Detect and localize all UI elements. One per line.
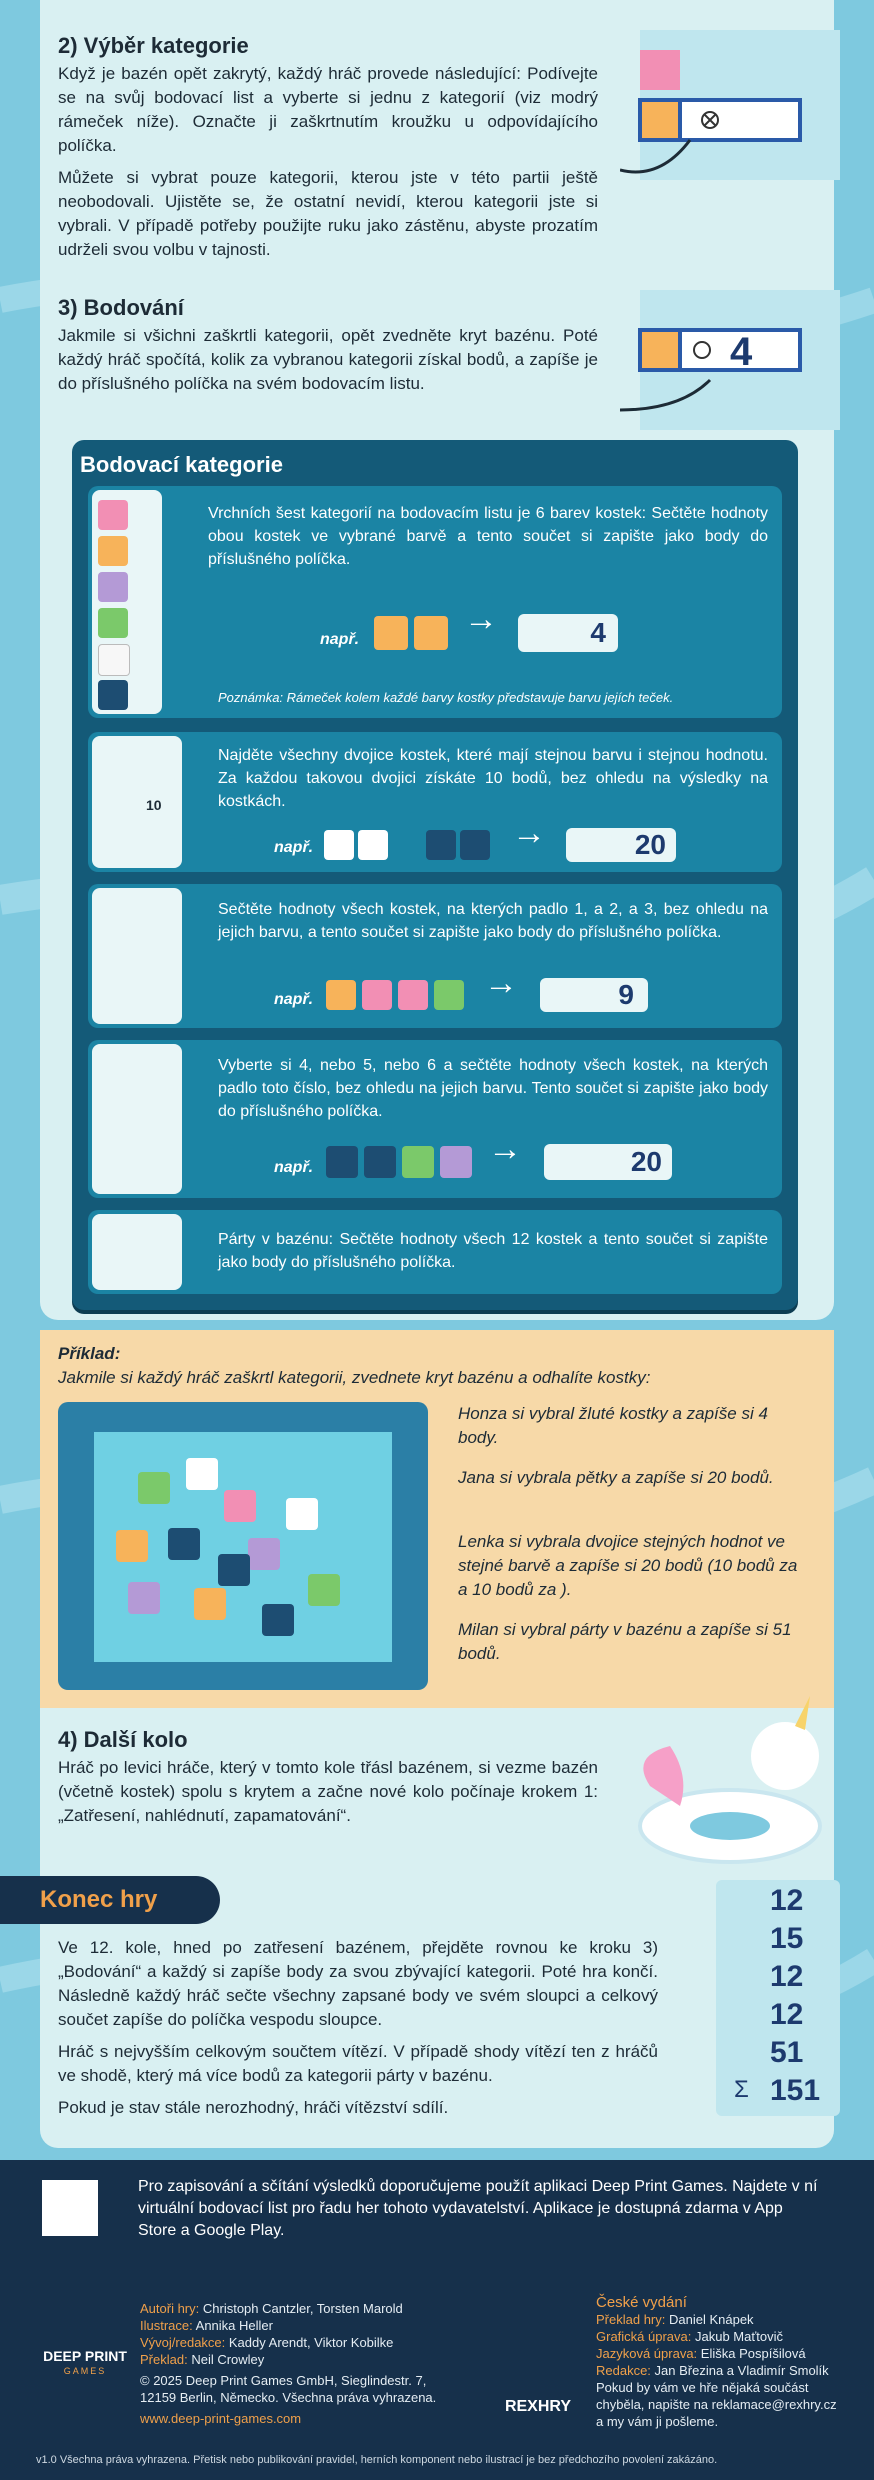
demo-score: 4 [730,330,753,374]
deep-print-logo-subtitle: GAMES [63,2366,107,2376]
die-purple [440,1146,472,1178]
category-description: Vyberte si 4, nebo 5, nebo 6 a sečtěte hodnoty všech kostek, na kterých padlo toto číslo, bez ohledu na jejich barvu. Tento součet si zapište jako body do příslušného políčka. [218,1057,768,1120]
section-title: 4) Další kolo [58,1727,188,1752]
score-box: 20 [544,1144,672,1180]
paragraph: Hráč po levici hráče, který v tomto kole třásl bazénem, si vezme bazén (včetně kostek) spolu s krytem a začne nové kolo počínaje krokem 1: „Zatřesení, nahlédnutí, zapamatování“. [58,1758,598,1825]
credits-de: Autoři hry: Christoph Cantzler, Torsten Marold Ilustrace: Annika Heller Vývoj/redakce: Kaddy Arendt, Viktor Kobilke Překlad: Neil Crowley © 2025 Deep Print Games GmbH, Sieglindestr. 7, 12159 Berlin, Německo. Všechna práva vyhrazena. www.deep-print-games.com [140,2301,437,2426]
category-description: Vrchních šest kategorií na bodovacím listu je 6 barev kostek: Sečtěte hodnoty obou kostek ve vybrané barvě a tento součet si zapište jako body do příslušného políčka. [208,505,768,568]
die-green [402,1146,434,1178]
paragraph: Jakmile si všichni zaškrtli kategorii, opět zvedněte kryt bazénu. Poté každý hráč spočítá, kolik za vybranou kategorii získal bodů, a zapíše je do příslušného políčka na svém bodovacím listu. [58,326,598,393]
section-next-round [58,1728,598,1836]
bottom-disclaimer: v1.0 Všechna práva vyhrazena. Přetisk nebo publikování pravidel, herních komponent nebo ilustrací je bez předchozího povolení zakázáno. [36,2454,718,2466]
arrow-icon: → [464,600,498,638]
pairs-icon [92,736,182,868]
category-card-pool-party [88,1210,782,1294]
paragraph: Můžete si vybrat pouze kategorii, kterou jste v této partii ještě neobodovali. Ujistěte se, že ostatní nevidí, kterou kategorii jste si vybrali. V případě potřeby použijte ruku jako zástěnu, abyste prozatím udrželi svou volbu v tajnosti. [58,168,598,259]
color-square-white [98,644,130,676]
die-pink [398,980,428,1010]
dice-456-icon [92,1044,182,1194]
die-navy [326,1146,358,1178]
category-description: Párty v bazénu: Sečtěte hodnoty všech 12 kostek a tento součet si zapište jako body do příslušného políčka. [218,1231,768,1271]
pairs-icon-label: 10 [146,797,162,813]
die-pink [362,980,392,1010]
die-green [434,980,464,1010]
color-square-navy [98,680,128,710]
example-intro: Jakmile si každý hráč zaškrtl kategorii, zvednete kryt bazénu a odhalíte kostky: [58,1368,651,1387]
example-label: např. [274,1159,314,1176]
category-card-low-values [88,884,782,1028]
example-label: např. [274,991,314,1008]
paragraph: Hráč s nejvyšším celkovým součtem vítězí. V případě shody vítězí ten z hráčů ve shodě, který má více bodů za kategorii párty v bazénu. [58,2042,658,2085]
score-box: 20 [566,828,676,862]
pool-party-icon [92,1214,182,1290]
final-score-value: 12 [770,1998,804,2031]
section-title: 2) Výběr kategorie [58,33,249,58]
final-score-value: 12 [770,1960,804,1993]
example-label: např. [320,631,360,648]
die-navy [426,830,456,860]
credits-cz: České vydání Překlad hry: Daniel Knápek Grafická úprava: Jakub Maťtovič Jazyková úprava: Eliška Pospíšilová Redakce: Jan Březina a Vladimír Smolík Pokud by vám ve hře nějaká součást chyběla, napište na reklamace@rexhry.cz a my vám ji pošleme. [596,2294,837,2429]
die-navy [460,830,490,860]
category-description: Sečtěte hodnoty všech kostek, na kterých padlo 1, a 2, a 3, bez ohledu na jejich barvu, a tento součet si zapište jako body do příslušného políčka. [218,901,768,941]
rexhry-logo: REXHRY [504,2398,572,2415]
score-sheet-illustration [620,30,840,180]
final-score-value: 151 [770,2074,821,2107]
die-white [358,830,388,860]
unicorn-float-illustration [610,1696,840,1876]
paragraph: Ve 12. kole, hned po zatřesení bazénem, přejděte rovnou ke kroku 3) „Bodování“ a každý si zapíše body za svou zbývající kategorii. Poté hra končí. Následně každý hráč sečte všechny zapsané body ve svém sloupci a celkový součet zapíše do políčka vespodu sloupce. [58,1938,658,2029]
color-square-orange [98,536,128,566]
paragraph: Pokud je stav stále nerozhodný, hráči vítězství sdílí. [58,2098,449,2117]
category-description: Najděte všechny dvojice kostek, které mají stejnou barvu i stejnou hodnotu. Za každou takovou dvojici získáte 10 bodů, bez ohledu na výsledky na kostkách. [218,747,768,810]
section-title: 3) Bodování [58,295,184,320]
die-orange [326,980,356,1010]
arrow-icon: → [512,814,546,852]
app-text: Pro zapisování a sčítání výsledků doporučujeme použít aplikaci Deep Print Games. Najdete v ní virtuální bodovací list pro řadu her tohoto vydavatelství. Aplikace je dostupná zdarma v App Store a Google Play. [138,2178,818,2239]
category-card-pairs [88,732,782,872]
die-navy [364,1146,396,1178]
arrow-icon: → [484,964,518,1002]
color-square-purple [98,572,128,602]
category-note: Poznámka: Rámeček kolem každé barvy kostky představuje barvu jejích teček. [218,690,674,705]
example-title: Příklad: [58,1344,121,1363]
color-square-pink [98,500,128,530]
final-score-value: 15 [770,1922,804,1955]
die-orange [374,616,408,650]
arrow-icon: → [488,1130,522,1168]
final-score-value: 12 [770,1884,804,1917]
sigma-symbol: Σ [734,2076,749,2103]
die-white [324,830,354,860]
color-square-green [98,608,128,638]
example-line: Honza si vybral žluté kostky a zapíše si 4 body. [458,1404,768,1447]
category-card-colors [88,486,782,718]
pool-with-dice-illustration [58,1402,428,1690]
end-title: Konec hry [40,1886,158,1913]
die-orange [414,616,448,650]
section-choose-category [58,34,598,270]
section-end-of-game [58,1936,658,2128]
example-label: např. [274,839,314,856]
score-box: 9 [540,978,648,1012]
example-line: Jana si vybrala pětky a zapíše si 20 bodů. [458,1468,774,1487]
example-line: Milan si vybral párty v bazénu a zapíše si 51 bodů. [458,1620,792,1663]
dice-123-icon [92,888,182,1024]
section-scoring [58,296,598,404]
example-line: Lenka si vybrala dvojice stejných hodnot ve stejné barvě a zapíše si 20 bodů (10 bodů za a 10 bodů za ). [458,1532,798,1599]
board-title: Bodovací kategorie [80,452,283,477]
category-card-high-values [88,1040,782,1198]
qr-code-icon [42,2180,98,2236]
final-score-value: 51 [770,2036,804,2069]
paragraph: Když je bazén opět zakrytý, každý hráč provede následující: Podívejte se na svůj bodovací list a vyberte si jednu z kategorií (viz modrý rámeček níže). Označte ji zaškrtnutím kroužku u odpovídajícího políčka. [58,64,598,155]
score-box: 4 [518,614,618,652]
deep-print-logo: DEEP PRINT [43,2348,127,2364]
